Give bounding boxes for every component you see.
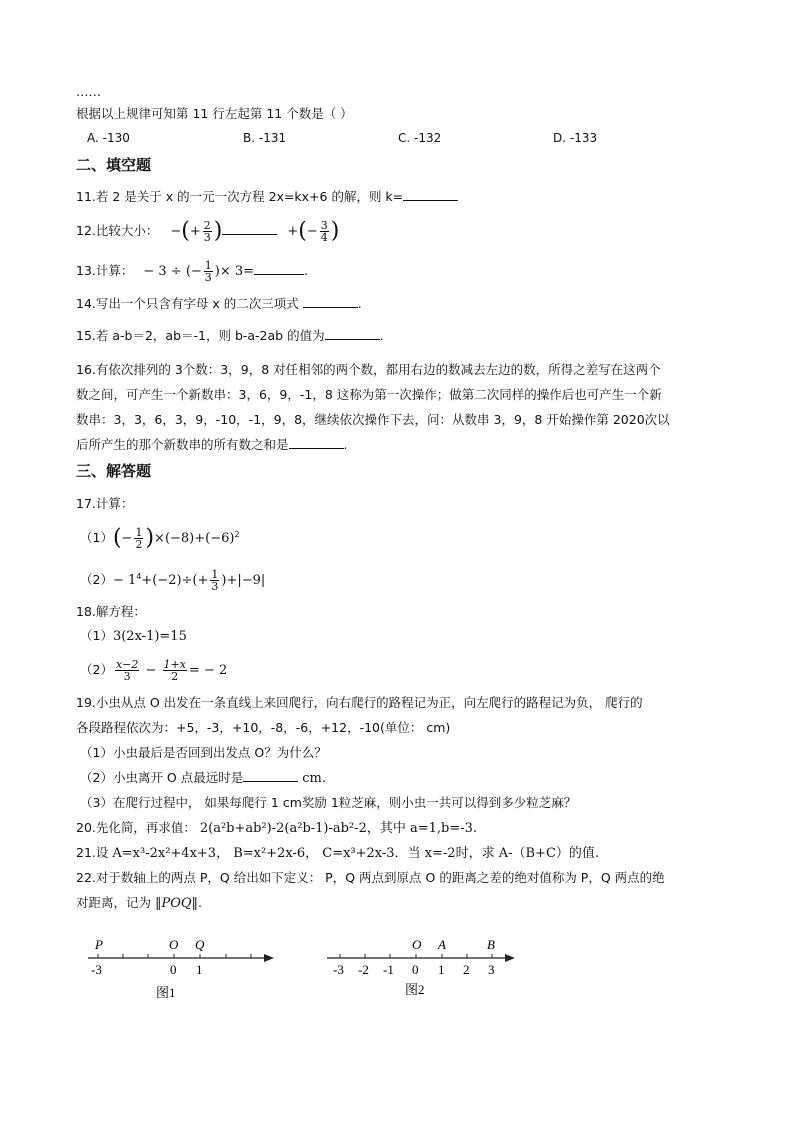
question-20: 20.先化简，再求值： 2(a²b+ab²)-2(a²b-1)-ab²-2，其中 a=1,b=-3.	[76, 820, 478, 836]
tick-label: 3	[488, 962, 495, 977]
question-16-line-3: 数串：3，3，6，3，9，-10，-1，9，8，继续依次操作下去，问：从数串 3，9，8 开始操作第 2020次以	[76, 412, 670, 427]
question-22-line-2: 对距离，记为 ‖POQ‖.	[76, 895, 203, 911]
tick-label: -2	[358, 962, 369, 977]
question-17-part-1: （1）(− $\frac{1}{2}$ )$\times(-8)+(-6)^2$	[80, 525, 240, 552]
question-19-line-2: 各段路程依次为：+5，-3，+10，-8，-6，+12，-10(单位： cm)	[76, 720, 451, 735]
answer-blank	[289, 438, 344, 449]
fraction-a: $\frac{2}{3}$	[203, 219, 211, 244]
expr-a-sign: −	[170, 224, 182, 239]
option-a: A. -130	[87, 131, 130, 145]
question-18-part-1: （1）3(2x-1)=15	[80, 628, 187, 644]
answer-blank	[325, 329, 380, 340]
fraction: $\frac{1}{3}$	[204, 259, 212, 284]
expr-b-sign: +	[287, 224, 299, 239]
fraction: $\frac{1}{3}$	[211, 568, 219, 594]
tick-label: 0	[170, 962, 177, 977]
option-c: C. -132	[398, 131, 442, 145]
tick-label: 1	[438, 962, 445, 977]
question-19-part-2: （2）小虫离开 O 点最远时是 cm.	[80, 770, 326, 786]
tick-label: 1	[196, 962, 203, 977]
answer-blank	[243, 771, 298, 782]
figure-1-number-line	[80, 932, 280, 1004]
question-11	[76, 189, 458, 205]
fraction: $\frac{1+x}{2}$	[163, 658, 186, 683]
question-11-text: 11.若 2 是关于 x 的一元一次方程 2x=kx+6 的解，则 k=	[76, 189, 404, 204]
question-18-part-2: （2） $\frac{x-2}{3}$ − $\frac{1+x}{2}$ = − 2	[80, 658, 228, 683]
point-label: B	[487, 937, 495, 952]
option-b: B. -131	[243, 131, 287, 145]
section-title-fill-blank: 二、填空题	[76, 156, 152, 174]
figure-2-number-line	[325, 932, 525, 1004]
option-d: D. -133	[553, 131, 598, 145]
tick-label: 0	[412, 962, 419, 977]
question-21: 21.设 A=x³-2x²+4x+3， B=x²+2x-6， C=x³+2x-3．当 x=-2时，求 A-（B+C）的值.	[76, 845, 600, 861]
question-13-label: 13.计算：	[76, 263, 134, 278]
question-17-part-2: $(2)- 1^4+(-2)\div(+$ $\frac{1}{3}$ )+|−9|	[80, 568, 266, 594]
question-12: 12.比较大小： −(+ $\frac{2}{3}$ ) +(− $\frac{3}{4}$ )	[76, 218, 340, 244]
question-19-part-1: （1）小虫最后是否回到出发点 O？为什么？	[80, 745, 327, 760]
question-12-label: 12.比较大小：	[76, 223, 159, 238]
answer-blank	[254, 264, 304, 275]
question-16-line-4: 后所产生的那个新数串的所有数之和是 .	[76, 437, 348, 452]
point-label: O	[169, 937, 179, 952]
question-17-title: 17.计算：	[76, 496, 134, 511]
point-label: O	[412, 937, 422, 952]
fraction-b: $\frac{3}{4}$	[320, 219, 328, 244]
question-15: 15.若 a-b＝2，ab＝-1，则 b-a-2ab 的值为 .	[76, 328, 384, 343]
point-label: P	[95, 937, 103, 952]
tick-label: -3	[91, 962, 102, 977]
question-10-text: 根据以上规律可知第 11 行左起第 11 个数是（ ）	[76, 106, 353, 121]
question-16-line-1: 16.有依次排列的 3个数：3，9，8 对任相邻的两个数，都用右边的数减去左边的数，所得之差写在这两个	[76, 362, 661, 377]
figure-caption: 图1	[156, 985, 176, 1000]
tick-label: -1	[383, 962, 394, 977]
question-19-line-1: 19.小虫从点 O 出发在一条直线上来回爬行，向右爬行的路程记为正，向左爬行的路程记为负， 爬行的	[76, 695, 643, 710]
question-22-line-1: 22.对于数轴上的两点 P，Q 给出如下定义： P，Q 两点到原点 O 的距离之差的绝对值称为 P，Q 两点的绝	[76, 870, 665, 885]
question-13: 13.计算： − 3 ÷ (− $\frac{1}{3}$ )× 3= .	[76, 259, 309, 284]
answer-blank	[403, 190, 458, 201]
section-title-solve: 三、解答题	[76, 462, 152, 480]
point-label: Q	[195, 937, 205, 952]
point-label: A	[438, 937, 446, 952]
question-16-line-2: 数之间，可产生一个新数串：3，6，9，-1，8 这称为第一次操作；做第二次同样的操作后也可产生一个新	[76, 387, 662, 402]
question-18-title: 18.解方程：	[76, 604, 146, 619]
question-14: 14.写出一个只含有字母 x 的二次三项式 .	[76, 296, 362, 311]
fraction: $\frac{1}{2}$	[135, 526, 143, 552]
fraction: $\frac{x-2}{3}$	[115, 658, 139, 683]
ellipsis: ……	[76, 84, 101, 99]
answer-blank	[303, 297, 358, 308]
tick-label: 2	[463, 962, 470, 977]
question-19-part-3: （3）在爬行过程中， 如果每爬行 1 cm奖励 1粒芝麻，则小虫一共可以得到多少粒芝麻？	[80, 795, 577, 810]
answer-blank	[222, 224, 277, 235]
tick-label: -3	[333, 962, 344, 977]
figure-caption: 图2	[405, 982, 425, 997]
